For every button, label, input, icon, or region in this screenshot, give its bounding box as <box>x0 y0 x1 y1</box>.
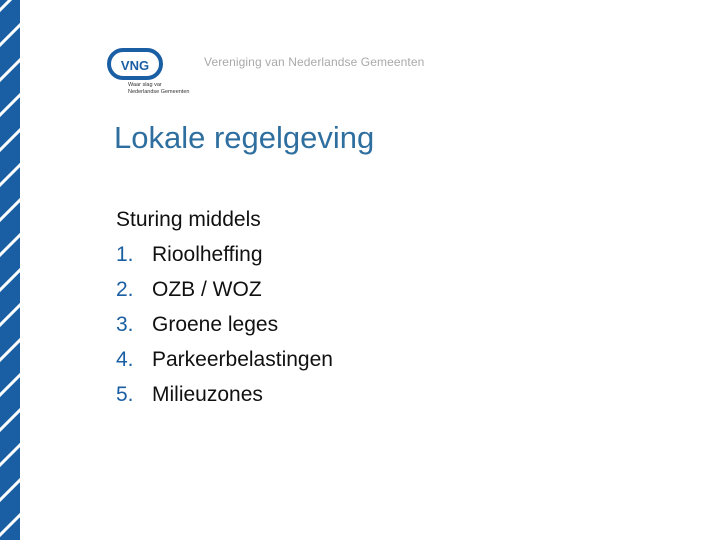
list-item <box>116 237 333 272</box>
numbered-list <box>116 237 333 412</box>
list-number: 5. <box>116 383 134 406</box>
list-number: 2. <box>116 278 134 301</box>
list-label: Groene leges <box>152 313 279 336</box>
slide-content <box>116 202 333 412</box>
list-number: 1. <box>116 243 134 266</box>
list-item <box>116 307 333 342</box>
vng-logo-mark <box>106 46 198 98</box>
list-item <box>116 272 333 307</box>
organization-name: Vereniging van Nederlandse Gemeenten <box>204 55 425 69</box>
vng-logo <box>106 46 198 98</box>
list-item <box>116 377 333 412</box>
list-label: OZB / WOZ <box>152 278 262 301</box>
list-number: 4. <box>116 348 134 371</box>
logo-tagline-line2: Nederlandse Gemeenten <box>128 89 190 95</box>
list-label: Parkeerbelastingen <box>152 348 333 371</box>
list-label: Milieuzones <box>152 383 263 406</box>
intro-text: Sturing middels <box>116 208 261 231</box>
slide-title: Lokale regelgeving <box>114 120 375 155</box>
list-item <box>116 342 333 377</box>
decorative-stripe-band <box>0 0 20 540</box>
diagonal-stripes-graphic <box>0 0 20 540</box>
logo-tagline-line1: Waar slag var <box>128 82 162 88</box>
logo-text: VNG <box>120 58 150 73</box>
list-label: Rioolheffing <box>152 243 263 266</box>
list-number: 3. <box>116 313 134 336</box>
